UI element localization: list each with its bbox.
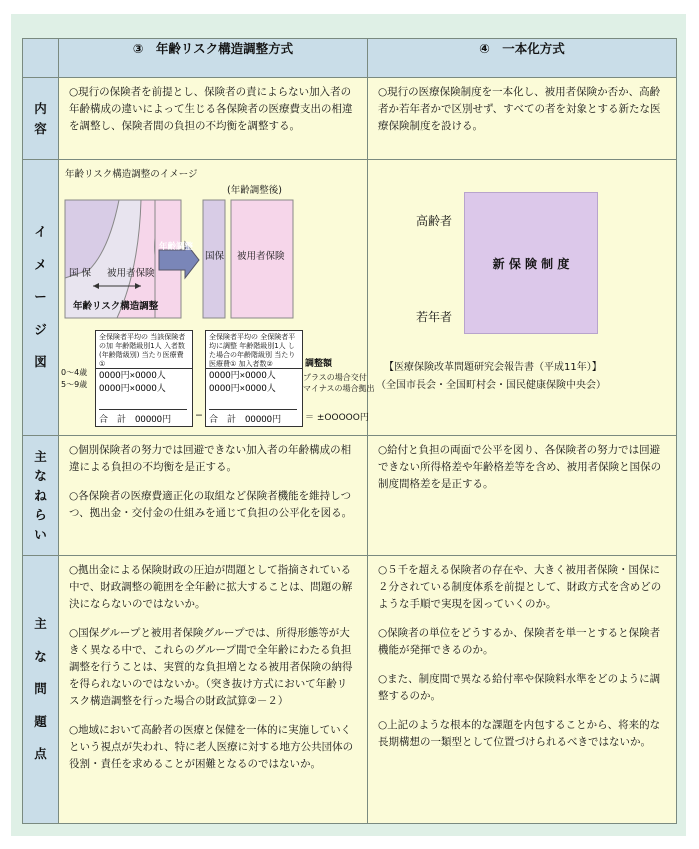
comparison-table	[22, 38, 677, 824]
calc-table-2-row2: OOOO円×OOOO人	[209, 384, 276, 394]
calc-table-1-total: 合 計 OOOOO円	[99, 409, 187, 425]
image-left	[59, 160, 375, 436]
kokuho-label: 国 保	[69, 268, 92, 279]
header-age-risk: ③ 年齢リスク構造調整方式	[59, 39, 368, 78]
aims-right	[368, 436, 677, 556]
header-corner	[23, 39, 59, 78]
report-title: 【医療保険改革問題研究会報告書（平成11年）】	[384, 362, 602, 373]
new-system-label: 新 保 険 制 度	[492, 256, 570, 271]
calc-table-1-row1: OOOO円×OOOO人	[99, 371, 166, 381]
row-aims	[23, 436, 677, 556]
header-row	[23, 39, 677, 78]
after-adjust-label: (年齢調整後)	[227, 185, 282, 196]
issues-left-1: ○拠出金による保険財政の圧迫が問題として指摘されている中で、財政調整の範囲を全年齢に拡大することは、問題の解決にならないのではないか。	[69, 564, 353, 610]
content-left	[59, 78, 368, 160]
arrow-label: 年齢調整	[159, 242, 194, 252]
elderly-label: 高齢者	[416, 214, 453, 228]
issues-right-4: ○上記のような根本的な課題を内包することから、将来的な長期構想の一類型として位置づけられるべきではないか。	[378, 719, 661, 748]
calc-table-1-row2: OOOO円×OOOO人	[99, 384, 166, 394]
adjustment-result: ＝ ±OOOOO円	[305, 413, 369, 423]
aims-left-1: ○個別保険者の努力では回避できない加入者の年齢構成の相違による負担の不均衡を是正する。	[69, 444, 352, 473]
age-band-2: 5〜9歳	[61, 380, 88, 389]
row-label-aims: 主なねらい	[23, 436, 59, 556]
content-right	[368, 78, 677, 160]
hiyosha-label: 被用者保険	[107, 268, 155, 279]
row-label-content: 内容	[23, 78, 59, 160]
issues-right-1: ○５千を超える保険者の存在や、大きく被用者保険・国保に２分されている制度体系を前提として、財政方式を含めどのような手順で実現を図っていくのか。	[378, 564, 662, 610]
issues-left-3: ○地域において高齢者の医療と保健を一体的に実施していくという視点が失われ、特に老人医療に対する地方公共団体の役割・責任を求めることが困難となるのではないか。	[69, 724, 354, 770]
minus-sign: −	[195, 410, 203, 421]
new-system-box	[464, 192, 598, 334]
calc-table-2	[205, 330, 303, 427]
kokuho-after-label: 国保	[205, 251, 225, 262]
calc-table-1-head: 全保険者平均の 当該保険者の加 年齢階級別1人 入者数(年齢階級別) 当たり医療費①	[96, 331, 192, 369]
report-source: （全国市長会・全国町村会・国民健康保険中央会）	[376, 380, 606, 391]
aims-left	[59, 436, 368, 556]
adjustment-plus: プラスの場合交付	[303, 373, 367, 382]
content-left-text: ○現行の保険者を前提とし、保険者の責によらない加入者の年齢構成の違いによって生じる各保険者の医療費支出の相違を調整し、保険者間の負担の不均衡を調整する。	[69, 86, 353, 132]
issues-left	[59, 556, 368, 824]
adjustment-title: 調整額	[305, 359, 333, 369]
content-right-text: ○現行の医療保険制度を一本化し、被用者保険か否か、高齢者か若年者かで区別せず、すべての者を対象とする新たな医療保険制度を設ける。	[378, 86, 661, 132]
diagram-caption: 年齢リスク構造調整のイメージ	[65, 169, 198, 180]
header-unification: ④ 一本化方式	[368, 39, 677, 78]
age-band-1: 0〜4歳	[61, 368, 88, 377]
young-label: 若年者	[416, 310, 453, 324]
calc-table-1	[95, 330, 193, 427]
calc-table-2-row1: OOOO円×OOOO人	[209, 371, 276, 381]
risk-adjust-label: 年齢リスク構造調整	[73, 301, 159, 312]
hiyosha-after-label: 被用者保険	[237, 251, 285, 262]
calc-table-2-total: 合 計 OOOOO円	[209, 409, 297, 425]
row-content	[23, 78, 677, 160]
adjustment-minus: マイナスの場合拠出	[303, 384, 375, 393]
image-right	[368, 160, 677, 436]
row-issues	[23, 556, 677, 824]
aims-right-1: ○給付と負担の両面で公平を図り、各保険者の努力では回避できない所得格差や年齢格差等を含め、被用者保険と国保の制度間格差を是正する。	[378, 444, 662, 490]
row-label-issues: 主な問題点	[23, 556, 59, 824]
issues-right	[368, 556, 677, 824]
issues-left-2: ○国保グループと被用者保険グループでは、所得形態等が大きく異なる中で、これらのグループ間で全年齢にわたる負担調整を行うことは、実質的な負担増となる被用者保険の納得を得られないのではないか。（突き抜け方式において年齢リスク構造調整を行った場合の財政試算②－２）	[69, 627, 353, 707]
row-label-image: イメージ図	[23, 160, 59, 436]
issues-right-2: ○保険者の単位をどうするか、保険者を単一とすると保険者機能が発揮できるのか。	[378, 627, 661, 656]
issues-right-3: ○また、制度間で異なる給付率や保険料水準をどのように調整するのか。	[378, 673, 661, 702]
row-image	[23, 160, 677, 436]
aims-left-2: ○各保険者の医療費適正化の取組など保険者機能を維持しつつ、拠出金・交付金の仕組みを通じて負担の公平化を図る。	[69, 490, 353, 519]
calc-table-2-head: 全保険者平均の 全保険者平均に調整 年齢階級別1人 した場合の年齢階級別 当たり医療費① 加入者数②	[206, 331, 302, 369]
